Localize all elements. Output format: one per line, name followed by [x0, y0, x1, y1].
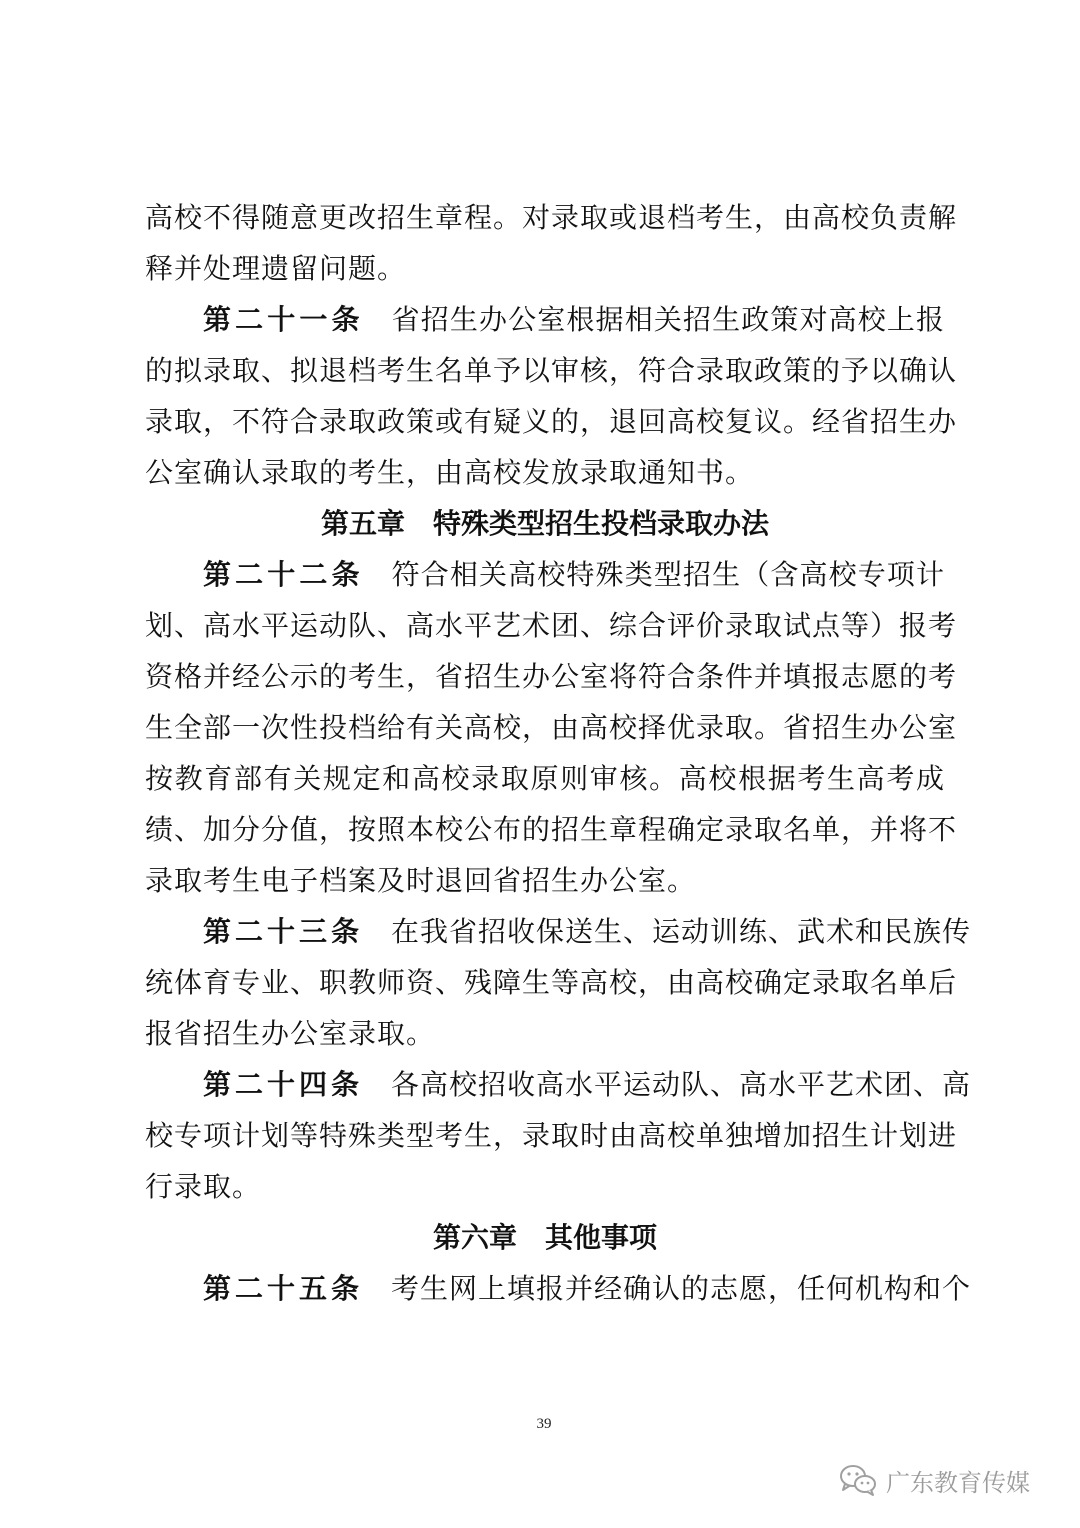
line-text: 省招生办公室根据相关招生政策对高校上报 [391, 303, 945, 336]
line-text: 高校不得随意更改招生章程。对录取或退档考生，由高校负责解 [145, 201, 958, 234]
line-text: 划、高水平运动队、高水平艺术团、综合评价录取试点等）报考 [145, 609, 958, 642]
paragraph-line [145, 192, 958, 243]
line-text: 录取，不符合录取政策或有疑义的，退回高校复议。经省招生办 [145, 405, 958, 438]
chapter-number: 第六章 [432, 1221, 517, 1254]
article-line [145, 1059, 972, 1110]
article-line [145, 549, 945, 600]
article-line [145, 906, 972, 957]
line-text: 校专项计划等特殊类型考生，录取时由高校单独增加招生计划进 [145, 1119, 958, 1152]
line-text: 生全部一次性投档给有关高校，由高校择优录取。省招生办公室 [145, 711, 958, 744]
chapter-number: 第五章 [320, 507, 405, 540]
article-line [145, 753, 945, 804]
article-label: 第二十一条 [203, 303, 364, 336]
line-text: 各高校招收高水平运动队、高水平艺术团、高 [391, 1068, 972, 1101]
line-text: 符合相关高校特殊类型招生（含高校专项计 [391, 558, 945, 591]
article-label: 第二十三条 [203, 915, 364, 948]
document-body [145, 192, 972, 1314]
article-line [145, 651, 958, 702]
watermark [838, 1460, 1030, 1500]
line-text: 按教育部有关规定和高校录取原则审核。高校根据考生高考成 [145, 762, 945, 795]
page-number: 39 [536, 1416, 552, 1432]
line-text: 行录取。 [145, 1170, 262, 1203]
line-text: 公室确认录取的考生，由高校发放录取通知书。 [145, 456, 755, 489]
article-line [145, 447, 945, 498]
article-line [145, 1263, 972, 1314]
article-line [145, 855, 945, 906]
watermark-text: 广东教育传媒 [886, 1468, 1030, 1497]
paragraph-line [145, 243, 945, 294]
article-line [145, 396, 958, 447]
article-line [145, 1161, 945, 1212]
article-line [145, 600, 958, 651]
article-line [145, 957, 958, 1008]
article-label: 第二十五条 [203, 1272, 364, 1305]
article-line [145, 804, 958, 855]
article-label: 第二十二条 [203, 558, 364, 591]
line-text: 绩、加分分值，按照本校公布的招生章程确定录取名单，并将不 [145, 813, 958, 846]
article-line [145, 702, 958, 753]
line-text: 报省招生办公室录取。 [145, 1017, 436, 1050]
line-text: 在我省招收保送生、运动训练、武术和民族传 [391, 915, 972, 948]
line-text: 资格并经公示的考生，省招生办公室将符合条件并填报志愿的考 [145, 660, 958, 693]
line-text: 释并处理遗留问题。 [145, 252, 407, 285]
wechat-icon [838, 1463, 878, 1497]
article-label: 第二十四条 [203, 1068, 364, 1101]
chapter-heading [145, 1212, 945, 1263]
article-line [145, 1110, 958, 1161]
article-line [145, 345, 958, 396]
chapter-title: 其他事项 [545, 1221, 658, 1254]
line-text: 统体育专业、职教师资、残障生等高校，由高校确定录取名单后 [145, 966, 958, 999]
article-line [145, 294, 945, 345]
line-text: 录取考生电子档案及时退回省招生办公室。 [145, 864, 697, 897]
line-text: 的拟录取、拟退档考生名单予以审核，符合录取政策的予以确认 [145, 354, 958, 387]
line-text: 考生网上填报并经确认的志愿，任何机构和个 [391, 1272, 972, 1305]
article-line [145, 1008, 945, 1059]
chapter-heading [145, 498, 945, 549]
chapter-title: 特殊类型招生投档录取办法 [433, 507, 770, 540]
